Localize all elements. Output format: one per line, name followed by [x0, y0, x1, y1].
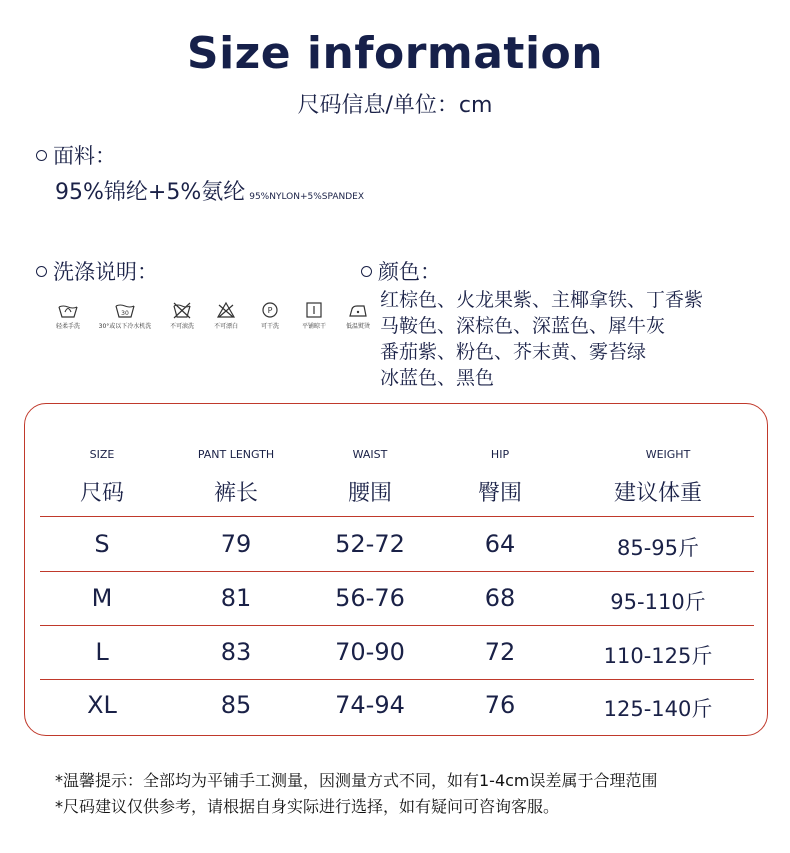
table-cell: 125-140斤 [603, 697, 713, 721]
bullet-icon [36, 266, 47, 277]
table-cell: 110-125斤 [603, 644, 713, 668]
dry-clean-icon [259, 300, 281, 320]
page-title: Size information [186, 28, 604, 79]
wash-30-icon [114, 300, 136, 320]
col-header-en-waist: WAIST [352, 448, 388, 461]
note-suggestion: *尺码建议仅供参考，请根据自身实际进行选择，如有疑问可咨询客服。 [55, 797, 560, 816]
colors-line: 冰蓝色、黑色 [380, 367, 495, 389]
low-iron-icon [347, 300, 369, 320]
svg-text:P: P [267, 306, 273, 315]
fabric-value [55, 175, 364, 206]
page-subtitle: 尺码信息/单位：cm [297, 93, 493, 118]
care-icons-row [48, 300, 378, 330]
care-text: 轻柔手洗 [55, 323, 80, 330]
col-header-length: 裤长 [213, 481, 258, 506]
fabric-composition-en: 95%NYLON+5%SPANDEX [249, 192, 365, 202]
fabric-section-label [36, 140, 116, 170]
care-item [48, 300, 88, 330]
table-cell: M [91, 584, 113, 612]
care-item [338, 300, 378, 330]
table-cell: 76 [484, 691, 516, 719]
care-text: 平铺晾干 [301, 323, 326, 330]
table-cell: 83 [220, 638, 252, 666]
col-header-en-hip: HIP [490, 448, 510, 461]
colors-label: 颜色： [378, 260, 441, 284]
table-cell: 68 [484, 584, 516, 612]
col-header-en-size: SIZE [89, 448, 115, 461]
fabric-label: 面料： [53, 144, 116, 168]
row-divider [40, 679, 754, 680]
table-cell: S [94, 530, 110, 558]
table-cell: 79 [220, 530, 252, 558]
care-text: 低温熨烫 [345, 323, 370, 330]
table-cell: 95-110斤 [610, 590, 706, 614]
colors-line: 红棕色、火龙果紫、主椰拿铁、丁香紫 [380, 289, 704, 311]
flat-dry-icon [303, 300, 325, 320]
table-cell: 64 [484, 530, 516, 558]
care-section-label [36, 256, 158, 286]
care-text: 可干洗 [260, 323, 279, 330]
col-header-hip: 臀围 [477, 481, 522, 506]
table-cell: 56-76 [335, 584, 405, 612]
table-cell: 52-72 [335, 530, 405, 558]
colors-section-label [361, 256, 441, 286]
col-header-waist: 腰围 [347, 481, 392, 506]
table-cell: XL [87, 691, 117, 719]
care-item [294, 300, 334, 330]
no-bleach-icon [215, 300, 237, 320]
colors-line: 番茄紫、粉色、芥末黄、雾苔绿 [380, 341, 647, 363]
table-cell: 70-90 [335, 638, 405, 666]
care-item [162, 300, 202, 330]
bullet-icon [361, 266, 372, 277]
bullet-icon [36, 150, 47, 161]
table-cell: 81 [220, 584, 252, 612]
table-cell: 85-95斤 [616, 536, 700, 560]
note-tip: *温馨提示：全部均为平铺手工测量，因测量方式不同，如有1-4cm误差属于合理范围 [55, 771, 658, 790]
care-item [206, 300, 246, 330]
no-tumble-dry-icon [171, 300, 193, 320]
row-divider [40, 625, 754, 626]
table-cell: 74-94 [335, 691, 405, 719]
colors-list [380, 287, 703, 391]
fabric-composition: 95%锦纶+5%氨纶 [55, 180, 246, 205]
table-cell: 85 [220, 691, 252, 719]
care-text: 不可漂白 [213, 323, 238, 330]
col-header-weight: 建议体重 [613, 481, 702, 506]
care-text: 30°或以下冷水机洗 [98, 323, 152, 330]
col-header-en-length: PANT LENGTH [197, 448, 275, 461]
table-cell: 72 [484, 638, 516, 666]
col-header-size: 尺码 [79, 481, 124, 506]
row-divider [40, 516, 754, 517]
svg-text:30: 30 [121, 310, 129, 317]
col-header-en-weight: WEIGHT [645, 448, 691, 461]
care-label: 洗涤说明： [53, 260, 158, 284]
table-cell: L [95, 638, 109, 666]
row-divider [40, 571, 754, 572]
colors-line: 马鞍色、深棕色、深蓝色、犀牛灰 [380, 315, 666, 337]
care-item [250, 300, 290, 330]
care-item [92, 300, 158, 330]
care-text: 不可滚洗 [169, 323, 194, 330]
hand-wash-icon [57, 300, 79, 320]
